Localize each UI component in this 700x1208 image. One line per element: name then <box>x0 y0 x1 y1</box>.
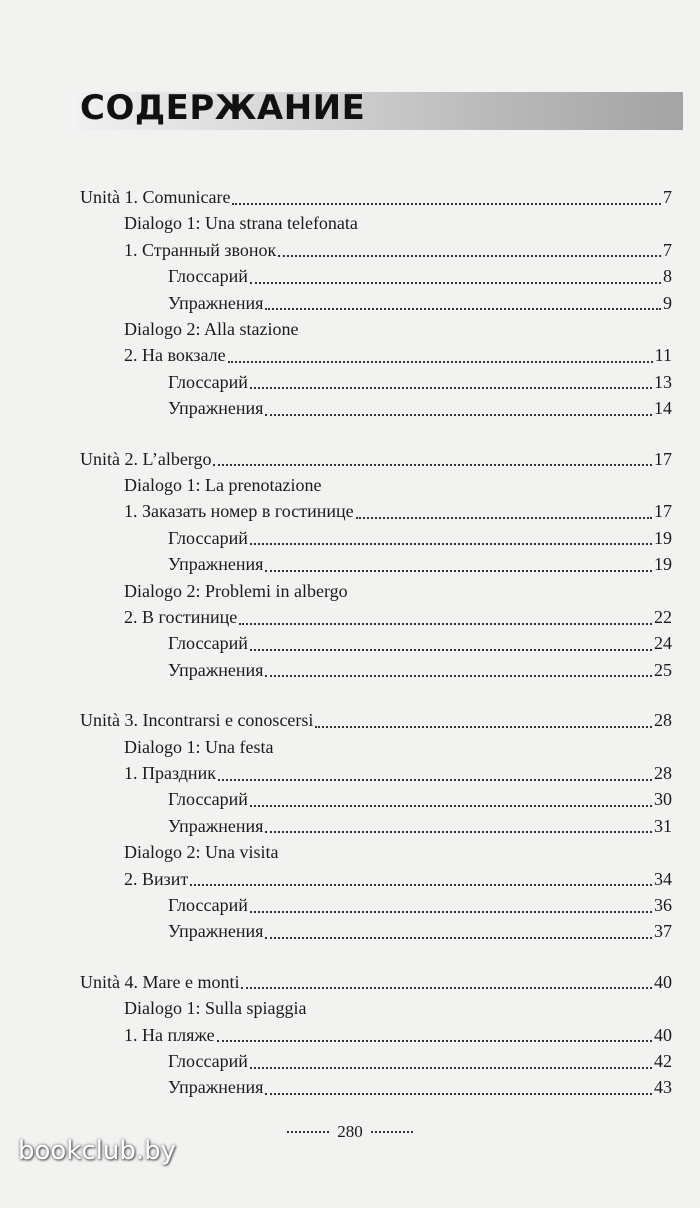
toc-item <box>168 263 672 289</box>
toc-item-label: Глоссарий <box>168 371 248 392</box>
leader-dots <box>241 986 652 989</box>
toc-section-label: 2. Визит <box>124 868 189 889</box>
toc-item-page: 24 <box>654 633 672 654</box>
toc-section-label: 2. В гостинице <box>124 607 238 627</box>
leader-dots <box>265 674 652 677</box>
toc-section <box>124 1022 672 1048</box>
leader-dots <box>250 281 661 284</box>
toc-item <box>168 551 672 577</box>
toc-item-page: 25 <box>654 659 672 680</box>
toc-item-label: Упражнения <box>168 398 264 419</box>
leader-dots <box>190 883 652 886</box>
toc-section-label: 1. Заказать номер в гостинице <box>124 501 354 522</box>
toc-section <box>124 866 672 892</box>
toc-unit-page: 7 <box>663 187 672 207</box>
toc-section-page: 40 <box>654 1024 672 1045</box>
toc-item-page: 14 <box>654 398 672 419</box>
toc-item-page: 31 <box>654 815 672 836</box>
toc-item-page: 19 <box>654 554 672 575</box>
leader-dots <box>217 1039 652 1042</box>
toc-item-label: Упражнения <box>168 659 264 680</box>
toc-unit-label: Unità 2. L’albergo <box>80 448 212 469</box>
toc-item-page: 43 <box>654 1077 672 1098</box>
toc-item-label: Глоссарий <box>168 789 248 810</box>
leader-dots <box>278 254 661 257</box>
toc-unit-page: 17 <box>654 448 672 469</box>
toc-item-label: Упражнения <box>168 921 264 942</box>
toc-item <box>168 525 672 551</box>
toc-unit-page: 28 <box>654 710 672 731</box>
toc-dialog: Dialogo 2: Alla stazione <box>124 319 299 339</box>
footer-dots-left <box>287 1131 329 1133</box>
toc-item-label: Глоссарий <box>168 266 248 287</box>
toc-item-page: 9 <box>663 292 672 313</box>
page-title: СОДЕРЖАНИЕ <box>80 88 366 128</box>
toc-item-label: Глоссарий <box>168 895 248 915</box>
leader-dots <box>250 542 652 545</box>
toc-section-page: 22 <box>654 607 672 627</box>
leader-dots <box>228 360 653 363</box>
toc-unit <box>80 707 672 733</box>
toc-item-label: Глоссарий <box>168 527 248 548</box>
toc-item-label: Глоссарий <box>168 633 248 654</box>
leader-dots <box>356 516 652 519</box>
toc-item <box>168 630 672 656</box>
toc-section-page: 7 <box>663 239 672 260</box>
toc-item <box>168 892 672 918</box>
toc-item-label: Упражнения <box>168 815 264 836</box>
toc-item <box>168 786 672 812</box>
toc-item-label: Упражнения <box>168 554 264 575</box>
toc-item-page: 13 <box>654 371 672 392</box>
toc-section <box>124 498 672 524</box>
watermark: bookclub.by <box>18 1136 177 1166</box>
toc-item-page: 37 <box>654 921 672 942</box>
toc-section-page: 11 <box>654 345 672 366</box>
toc-dialog: Dialogo 1: La prenotazione <box>124 475 322 495</box>
leader-dots <box>265 307 661 310</box>
toc-item <box>168 813 672 839</box>
toc-section-page: 17 <box>654 501 672 522</box>
leader-dots <box>265 1092 652 1095</box>
toc-dialog: Dialogo 1: Sulla spiaggia <box>124 998 307 1019</box>
leader-dots <box>265 413 652 416</box>
toc-item-label: Упражнения <box>168 1077 264 1098</box>
toc-dialog: Dialogo 1: Una festa <box>124 736 274 757</box>
toc-section-label: 1. Праздник <box>124 763 216 783</box>
toc-item-label: Упражнения <box>168 292 264 313</box>
toc-item-label: Глоссарий <box>168 1051 248 1071</box>
toc-unit-label: Unità 4. Mare e monti <box>80 971 240 992</box>
toc-dialog: Dialogo 2: Una visita <box>124 842 279 863</box>
toc-section <box>124 342 672 368</box>
toc-item <box>168 1074 672 1100</box>
toc-item <box>168 395 672 421</box>
leader-dots <box>265 830 652 833</box>
toc-unit <box>80 184 672 210</box>
toc-section <box>124 604 672 630</box>
leader-dots <box>250 910 652 913</box>
toc-item <box>168 1048 672 1074</box>
leader-dots <box>218 778 652 781</box>
leader-dots <box>250 804 652 807</box>
toc-section-label: 2. На вокзале <box>124 345 226 366</box>
leader-dots <box>232 202 661 205</box>
toc-dialog: Dialogo 1: Una strana telefonata <box>124 213 358 234</box>
toc-item <box>168 290 672 316</box>
toc-item-page: 42 <box>654 1051 672 1071</box>
toc-section-page: 28 <box>654 763 672 783</box>
toc-unit-label: Unità 1. Comunicare <box>80 187 231 207</box>
toc-item-page: 30 <box>654 789 672 810</box>
page-number: 280 <box>337 1122 363 1141</box>
footer-dots-right <box>371 1131 413 1133</box>
toc-unit-label: Unità 3. Incontrarsi e conoscersi <box>80 710 314 731</box>
toc-item-page: 36 <box>654 895 672 915</box>
toc-dialog: Dialogo 2: Problemi in albergo <box>124 580 348 601</box>
toc-item-page: 8 <box>663 266 672 287</box>
toc-section-label: 1. Странный звонок <box>124 239 277 260</box>
toc-item <box>168 657 672 683</box>
toc-item <box>168 918 672 944</box>
toc-section <box>124 237 672 263</box>
leader-dots <box>239 622 652 625</box>
leader-dots <box>250 1066 652 1069</box>
toc-item <box>168 369 672 395</box>
leader-dots <box>265 936 652 939</box>
leader-dots <box>213 463 652 466</box>
leader-dots <box>315 725 652 728</box>
toc-section-label: 1. На пляже <box>124 1024 215 1045</box>
toc-unit <box>80 969 672 995</box>
toc-unit <box>80 446 672 472</box>
leader-dots <box>265 569 652 572</box>
toc-section <box>124 760 672 786</box>
leader-dots <box>250 386 652 389</box>
toc-unit-page: 40 <box>654 971 672 992</box>
toc-section-page: 34 <box>654 868 672 889</box>
toc-item-page: 19 <box>654 527 672 548</box>
leader-dots <box>250 648 652 651</box>
